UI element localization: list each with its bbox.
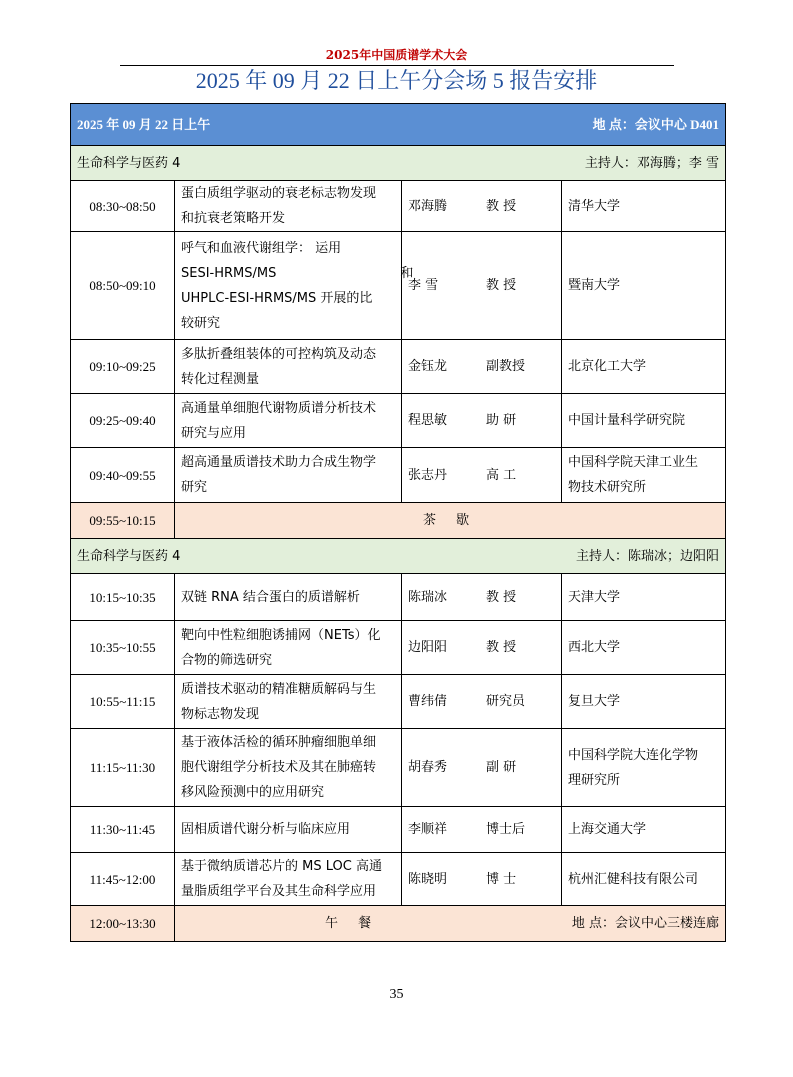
tea-break-row	[71, 503, 726, 539]
session-date: 2025 年 09 月 22 日上午	[77, 117, 211, 132]
talk-title-line: 物标志物发现	[181, 706, 260, 722]
speaker-cell	[402, 807, 562, 853]
institution-line: 物技术研究所	[568, 480, 647, 495]
session-name: 生命科学与医药 4	[77, 155, 181, 171]
talk-time: 11:45~12:00	[71, 853, 175, 906]
speaker-cell	[402, 181, 562, 232]
speaker-title: 高 工	[486, 467, 517, 483]
speaker-cell	[402, 675, 562, 729]
talk-title-line: 转化过程测量	[181, 371, 260, 387]
speaker-name: 陈瑞冰	[408, 589, 448, 605]
speaker-name: 邓海腾	[408, 198, 448, 214]
talk-title-line: 多肽折叠组装体的可控构筑及动态	[181, 346, 377, 362]
talk-row	[71, 232, 726, 340]
institution: 杭州汇健科技有限公司	[562, 853, 726, 906]
talk-title-line: 和抗衰老策略开发	[181, 211, 286, 226]
talk-time: 10:15~10:35	[71, 574, 175, 621]
speaker-name: 程思敏	[408, 413, 448, 428]
talk-title	[175, 448, 402, 503]
speaker-title: 助 研	[486, 413, 517, 428]
talk-title	[175, 574, 402, 621]
session-header	[71, 146, 726, 181]
speaker-name: 张志丹	[408, 467, 448, 483]
talk-time: 09:25~09:40	[71, 394, 175, 448]
talk-title	[175, 394, 402, 448]
talk-title	[175, 340, 402, 394]
talk-time: 09:40~09:55	[71, 448, 175, 503]
talk-time: 09:10~09:25	[71, 340, 175, 394]
talk-title-line: 量脂质组学平台及其生命科学应用	[181, 884, 377, 899]
talk-title-line: 胞代谢组学分析技术及其在肺癌转	[181, 760, 377, 775]
speaker-name: 边阳阳	[408, 640, 448, 655]
talk-title-line: 高通量单细胞代谢物质谱分析技术	[181, 400, 377, 416]
speaker-title: 博士后	[486, 822, 526, 837]
institution: 天津大学	[562, 574, 726, 621]
speaker-title: 研究员	[486, 694, 526, 709]
talk-title-line: 固相质谱代谢分析与临床应用	[181, 822, 351, 837]
talk-row	[71, 621, 726, 675]
speaker-cell	[402, 729, 562, 807]
speaker-cell	[402, 394, 562, 448]
talk-title-line: 基于液体活检的循环肿瘤细胞单细	[181, 735, 377, 750]
speaker-title: 教 授	[486, 198, 517, 214]
session-host: 主持人：陈瑞冰；边阳阳	[576, 548, 720, 564]
institution: 中国计量科学研究院	[562, 394, 726, 448]
talk-time: 11:30~11:45	[71, 807, 175, 853]
talk-title	[175, 853, 402, 906]
talk-title-line: 双链 RNA 结合蛋白的质谱解析	[181, 589, 360, 605]
talk-title-line: 蛋白质组学驱动的衰老标志物发现	[181, 186, 377, 201]
speaker-name: 曹纬倩	[408, 694, 448, 709]
talk-row	[71, 729, 726, 807]
talk-title-line: 研究与应用	[181, 425, 247, 441]
session-host: 主持人：邓海腾；李 雪	[584, 155, 720, 171]
talk-time: 11:15~11:30	[71, 729, 175, 807]
speaker-name: 李顺祥	[408, 822, 448, 837]
speaker-cell	[402, 621, 562, 675]
talk-row	[71, 394, 726, 448]
talk-row	[71, 181, 726, 232]
talk-time: 08:30~08:50	[71, 181, 175, 232]
session-header	[71, 539, 726, 574]
institution: 西北大学	[562, 621, 726, 675]
lunch-row	[71, 906, 726, 942]
institution: 清华大学	[562, 181, 726, 232]
talk-row	[71, 675, 726, 729]
speaker-title: 博 士	[486, 871, 517, 887]
institution: 上海交通大学	[562, 807, 726, 853]
talk-row	[71, 448, 726, 503]
talk-title-line: UHPLC-ESI-HRMS/MS 开展的比	[181, 290, 373, 306]
talk-title-line: 基于微纳质谱芯片的 MS LOC 高通	[181, 859, 382, 874]
institution: 北京化工大学	[562, 340, 726, 394]
talk-row	[71, 807, 726, 853]
break-label: 午 餐	[325, 916, 380, 931]
break-label: 茶 歇	[175, 503, 726, 539]
talk-time: 08:50~09:10	[71, 232, 175, 340]
speaker-cell	[402, 232, 562, 340]
page-number: 35	[389, 987, 404, 1002]
date-location-bar	[71, 104, 726, 146]
speaker-cell	[402, 574, 562, 621]
institution	[562, 448, 726, 503]
institution-line: 理研究所	[568, 772, 621, 788]
speaker-cell	[402, 448, 562, 503]
speaker-name: 胡春秀	[408, 760, 448, 775]
talk-title	[175, 232, 414, 340]
speaker-name: 陈晓明	[408, 871, 448, 887]
talk-row	[71, 340, 726, 394]
venue-location: 地 点：会议中心 D401	[592, 117, 720, 132]
talk-title	[175, 807, 402, 853]
talk-title	[175, 675, 402, 729]
talk-title	[175, 729, 402, 807]
talk-title-line: 质谱技术驱动的精准糖质解码与生	[181, 681, 377, 697]
speaker-cell	[402, 340, 562, 394]
institution-line: 中国科学院天津工业生	[568, 455, 699, 470]
talk-time: 10:55~11:15	[71, 675, 175, 729]
speaker-name: 李 雪	[408, 278, 439, 293]
speaker-title: 副 研	[486, 760, 517, 775]
institution-line: 中国科学院大连化学物	[568, 747, 699, 763]
talk-title	[175, 181, 402, 232]
page-title: 2025 年 09 月 22 日上午分会场 5 报告安排	[195, 68, 598, 93]
lunch-location: 地 点：会议中心三楼连廊	[571, 916, 720, 931]
speaker-title: 教 授	[486, 640, 517, 655]
schedule-table	[70, 103, 726, 942]
talk-title-line: 靶向中性粒细胞诱捕网（NETs）化	[181, 627, 381, 643]
institution	[562, 729, 726, 807]
talk-row	[71, 574, 726, 621]
break-time: 12:00~13:30	[71, 906, 175, 942]
institution: 暨南大学	[562, 232, 726, 340]
talk-title-line: 研究	[181, 480, 208, 495]
talk-title-line: 移风险预测中的应用研究	[181, 785, 325, 800]
talk-title-line: 呼气和血液代谢组学： 运用	[181, 240, 342, 256]
talk-time: 10:35~10:55	[71, 621, 175, 675]
talk-row	[71, 853, 726, 906]
talk-title-line: 合物的筛选研究	[181, 652, 273, 668]
session-name: 生命科学与医药 4	[77, 548, 181, 564]
speaker-name: 金钰龙	[408, 359, 448, 374]
talk-title-line: SESI-HRMS/MS 和	[181, 265, 414, 281]
conference-header: 2025年中国质谱学术大会	[325, 48, 468, 62]
speaker-title: 教 授	[486, 278, 517, 293]
speaker-title: 副教授	[486, 359, 526, 374]
talk-title-line: 超高通量质谱技术助力合成生物学	[181, 455, 377, 470]
talk-title	[175, 621, 402, 675]
break-time: 09:55~10:15	[71, 503, 175, 539]
institution: 复旦大学	[562, 675, 726, 729]
speaker-cell	[402, 853, 562, 906]
talk-title-line: 较研究	[181, 315, 221, 331]
speaker-title: 教 授	[486, 589, 517, 605]
